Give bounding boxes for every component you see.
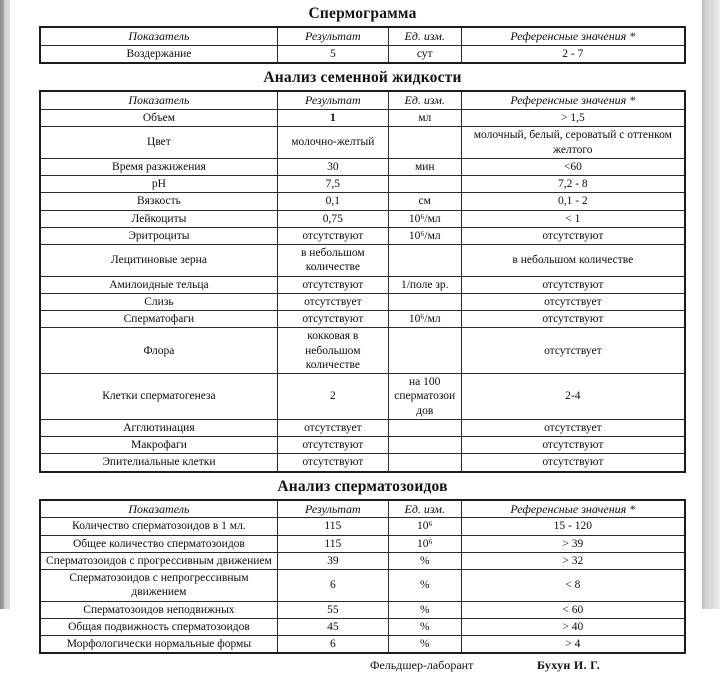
cell-ref: > 1,5: [461, 110, 685, 127]
section-title: Анализ семенной жидкости: [263, 69, 462, 87]
cell-result: 6: [277, 570, 388, 602]
cell-unit: сут: [388, 45, 461, 63]
table-row: [40, 618, 685, 635]
table-header-row: [40, 91, 685, 109]
cell-unit: 10⁶/мл: [388, 210, 461, 227]
cell-indicator: Цвет: [40, 127, 277, 159]
cell-ref: отсутствуют: [461, 437, 685, 454]
cell-ref: молочный, белый, сероватый с оттенком желтого: [461, 127, 685, 159]
cell-indicator: Вязкость: [40, 193, 277, 210]
cell-ref: 2-4: [461, 374, 685, 420]
table-header-row: [40, 27, 685, 45]
signature-name: Бухун И. Г.: [537, 658, 601, 673]
page-title: Спермограмма: [308, 5, 417, 22]
results-table: [39, 90, 686, 472]
cell-ref: > 32: [461, 552, 685, 569]
cell-ref: отсутствуют: [461, 276, 685, 293]
results-table: [39, 26, 686, 64]
cell-indicator: Морфологически нормальные формы: [40, 636, 277, 654]
table-row: [40, 110, 685, 127]
cell-unit: [388, 328, 461, 374]
cell-ref: отсутствуют: [461, 454, 685, 472]
column-header: Результат: [277, 27, 388, 45]
photo-edge-left: [0, 0, 10, 609]
table-row: [40, 601, 685, 618]
results-table: [39, 499, 686, 655]
cell-ref: отсутствуют: [461, 227, 685, 244]
cell-unit: 10⁶/мл: [388, 311, 461, 328]
table-row: [40, 419, 685, 436]
column-header: Ед. изм.: [388, 91, 461, 109]
cell-indicator: Эритроциты: [40, 227, 277, 244]
cell-indicator: Сперматозоидов неподвижных: [40, 601, 277, 618]
cell-indicator: Амилоидные тельца: [40, 276, 277, 293]
cell-ref: <60: [461, 158, 685, 175]
column-header: Показатель: [40, 27, 277, 45]
table-row: [40, 45, 685, 63]
column-header: Референсные значения *: [461, 500, 685, 518]
cell-ref: > 40: [461, 618, 685, 635]
cell-indicator: Общая подвижность сперматозоидов: [40, 618, 277, 635]
column-header: Ед. изм.: [388, 500, 461, 518]
cell-unit: [388, 419, 461, 436]
cell-ref: 15 - 120: [461, 518, 685, 535]
cell-unit: мин: [388, 158, 461, 175]
cell-indicator: Воздержание: [40, 45, 277, 63]
cell-result: 0,1: [277, 193, 388, 210]
cell-unit: %: [388, 570, 461, 602]
cell-unit: [388, 245, 461, 277]
cell-result: кокковая в небольшом количестве: [277, 328, 388, 374]
cell-result: 1: [277, 110, 388, 127]
cell-result: 0,75: [277, 210, 388, 227]
cell-indicator: Агглютинация: [40, 419, 277, 436]
cell-indicator: Лецитиновые зерна: [40, 245, 277, 277]
cell-indicator: Время разжижения: [40, 158, 277, 175]
cell-ref: < 60: [461, 601, 685, 618]
table-row: [40, 311, 685, 328]
cell-unit: [388, 437, 461, 454]
cell-indicator: Флора: [40, 328, 277, 374]
table-row: [40, 176, 685, 193]
cell-unit: [388, 176, 461, 193]
cell-result: 5: [277, 45, 388, 63]
report-sections: [39, 26, 686, 654]
cell-result: 39: [277, 552, 388, 569]
cell-result: 30: [277, 158, 388, 175]
cell-indicator: pH: [40, 176, 277, 193]
cell-unit: %: [388, 618, 461, 635]
cell-result: молочно-желтый: [277, 127, 388, 159]
table-row: [40, 374, 685, 420]
cell-ref: отсутствует: [461, 293, 685, 310]
signature-role: Фельдшер-лаборант: [370, 658, 474, 673]
table-row: [40, 518, 685, 535]
cell-indicator: Слизь: [40, 293, 277, 310]
cell-unit: 10⁶: [388, 535, 461, 552]
report-page: [10, 0, 702, 673]
cell-ref: < 1: [461, 210, 685, 227]
column-header: Результат: [277, 500, 388, 518]
cell-result: 115: [277, 518, 388, 535]
cell-unit: на 100 сперматозоидов: [388, 374, 461, 420]
cell-result: 7,5: [277, 176, 388, 193]
cell-unit: [388, 127, 461, 159]
table-row: [40, 210, 685, 227]
cell-indicator: Сперматозоидов с прогрессивным движением: [40, 552, 277, 569]
cell-unit: см: [388, 193, 461, 210]
cell-ref: отсутствует: [461, 419, 685, 436]
cell-ref: 0,1 - 2: [461, 193, 685, 210]
cell-unit: %: [388, 636, 461, 654]
cell-indicator: Клетки сперматогенеза: [40, 374, 277, 420]
column-header: Показатель: [40, 500, 277, 518]
cell-indicator: Лейкоциты: [40, 210, 277, 227]
column-header: Референсные значения *: [461, 27, 685, 45]
table-row: [40, 570, 685, 602]
cell-unit: [388, 454, 461, 472]
cell-result: 45: [277, 618, 388, 635]
cell-ref: > 4: [461, 636, 685, 654]
section-title: Анализ сперматозоидов: [277, 477, 448, 495]
cell-unit: 10⁶: [388, 518, 461, 535]
cell-unit: мл: [388, 110, 461, 127]
table-row: [40, 245, 685, 277]
cell-result: отсутствуют: [277, 311, 388, 328]
cell-unit: %: [388, 552, 461, 569]
cell-unit: 10⁶/мл: [388, 227, 461, 244]
table-row: [40, 227, 685, 244]
cell-result: отсутствуют: [277, 454, 388, 472]
table-row: [40, 535, 685, 552]
column-header: Референсные значения *: [461, 91, 685, 109]
cell-result: 115: [277, 535, 388, 552]
column-header: Ед. изм.: [388, 27, 461, 45]
cell-indicator: Сперматозоидов с непрогрессивным движением: [40, 570, 277, 602]
table-row: [40, 276, 685, 293]
column-header: Показатель: [40, 91, 277, 109]
cell-ref: в небольшом количестве: [461, 245, 685, 277]
cell-indicator: Сперматофаги: [40, 311, 277, 328]
cell-ref: < 8: [461, 570, 685, 602]
photo-edge-right: [702, 0, 720, 609]
table-row: [40, 328, 685, 374]
cell-indicator: Объем: [40, 110, 277, 127]
cell-result: отсутствуют: [277, 437, 388, 454]
cell-result: в небольшом количестве: [277, 245, 388, 277]
cell-unit: 1/поле зр.: [388, 276, 461, 293]
table-row: [40, 552, 685, 569]
cell-indicator: Эпителиальные клетки: [40, 454, 277, 472]
table-row: [40, 454, 685, 472]
cell-indicator: Макрофаги: [40, 437, 277, 454]
cell-ref: 7,2 - 8: [461, 176, 685, 193]
table-row: [40, 158, 685, 175]
table-row: [40, 636, 685, 654]
cell-result: 55: [277, 601, 388, 618]
table-header-row: [40, 500, 685, 518]
cell-result: 2: [277, 374, 388, 420]
column-header: Результат: [277, 91, 388, 109]
cell-result: 6: [277, 636, 388, 654]
cell-ref: 2 - 7: [461, 45, 685, 63]
cell-indicator: Общее количество сперматозоидов: [40, 535, 277, 552]
cell-ref: > 39: [461, 535, 685, 552]
signature-row: [39, 657, 686, 675]
cell-result: отсутствуют: [277, 227, 388, 244]
cell-ref: отсутствуют: [461, 311, 685, 328]
cell-unit: [388, 293, 461, 310]
cell-ref: отсутствует: [461, 328, 685, 374]
cell-result: отсутствует: [277, 419, 388, 436]
cell-unit: %: [388, 601, 461, 618]
table-row: [40, 437, 685, 454]
table-row: [40, 293, 685, 310]
table-row: [40, 127, 685, 159]
cell-indicator: Количество сперматозоидов в 1 мл.: [40, 518, 277, 535]
table-row: [40, 193, 685, 210]
cell-result: отсутствуют: [277, 276, 388, 293]
cell-result: отсутствует: [277, 293, 388, 310]
